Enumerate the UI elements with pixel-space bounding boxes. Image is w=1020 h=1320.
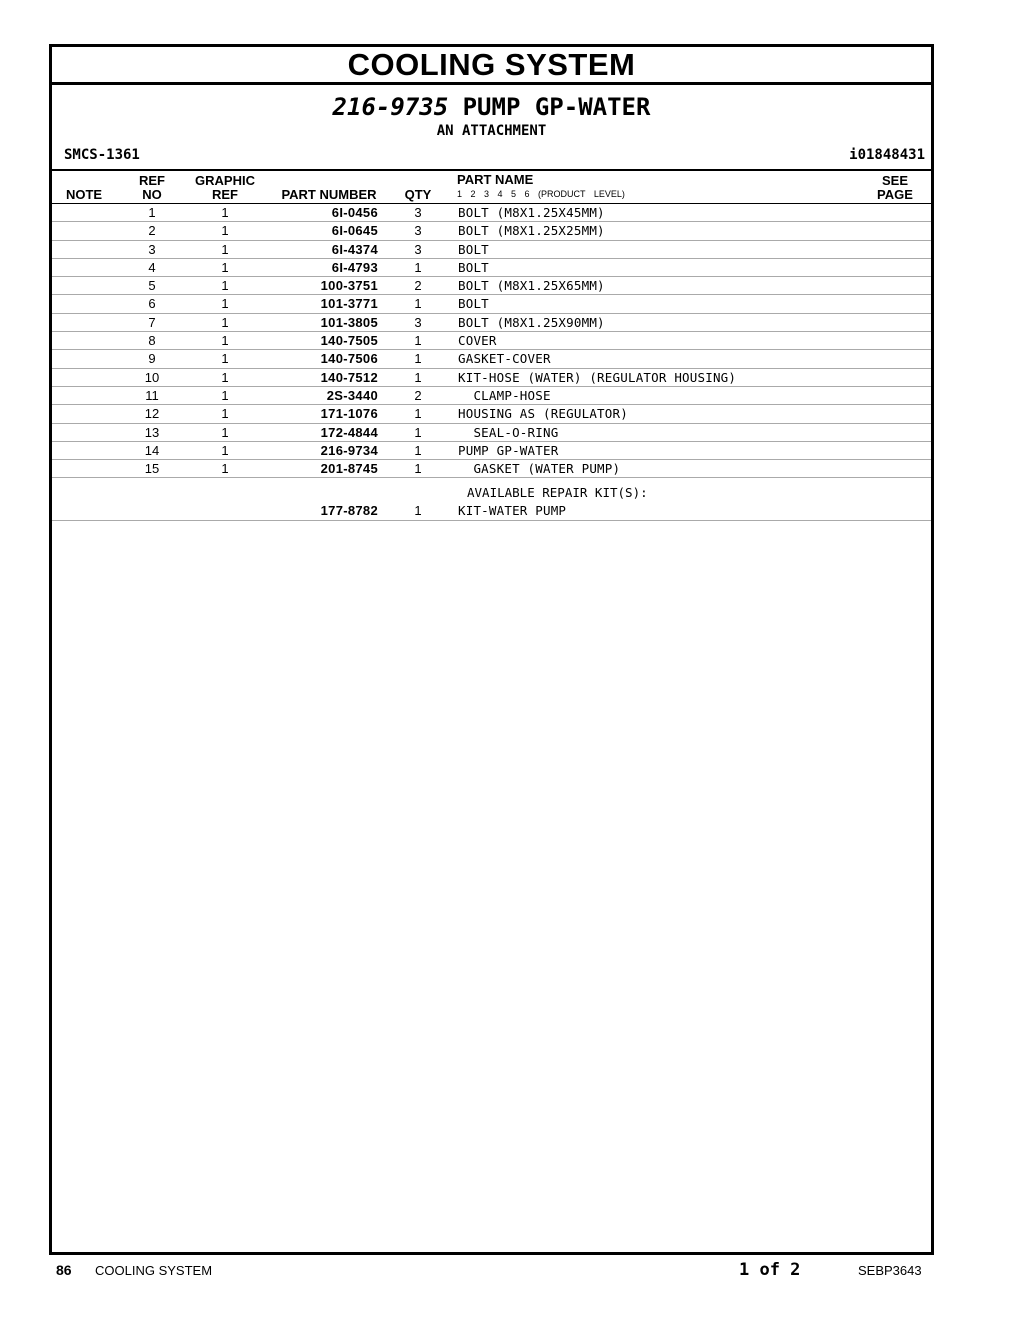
graphic-ref-cell: 1	[221, 351, 229, 367]
col-note: NOTE	[65, 187, 103, 202]
parts-row	[52, 241, 931, 259]
part-number-cell: 6I-0456	[331, 205, 378, 220]
qty-cell: 1	[414, 333, 422, 349]
ref-no-cell: 5	[148, 278, 156, 294]
col-qty: QTY	[404, 187, 432, 202]
part-name-cell: KIT-WATER PUMP	[458, 503, 567, 519]
part-number-cell: 171-1076	[320, 406, 378, 422]
part-number-cell: 201-8745	[320, 461, 378, 477]
part-name-cell: BOLT (M8X1.25X25MM)	[458, 223, 605, 239]
part-number-cell: 6I-4793	[331, 259, 378, 275]
ref-no-cell: 1	[148, 205, 156, 220]
footer-page-number: 86	[56, 1262, 72, 1278]
footer-section: COOLING SYSTEM	[95, 1263, 213, 1278]
illustration-id: i01848431	[849, 147, 925, 163]
parts-row	[52, 424, 931, 442]
graphic-ref-cell: 1	[221, 333, 229, 349]
part-name-cell: BOLT (M8X1.25X45MM)	[458, 205, 605, 220]
qty-cell: 3	[414, 223, 422, 239]
part-name-cell: BOLT	[458, 259, 489, 275]
qty-cell: 2	[414, 387, 422, 403]
col-see-top: SEE	[881, 173, 908, 188]
col-product-levels: 1 2 3 4 5 6 (PRODUCT LEVEL)	[457, 189, 625, 199]
col-part-name: PART NAME	[457, 172, 534, 187]
part-name-cell: COVER	[458, 333, 497, 349]
part-name-cell: GASKET-COVER	[458, 351, 551, 367]
part-number-cell: 177-8782	[320, 503, 378, 519]
part-number-cell: 216-9734	[320, 442, 378, 458]
qty-cell: 1	[414, 424, 422, 440]
graphic-ref-cell: 1	[221, 241, 229, 257]
ref-no-cell: 10	[144, 369, 160, 385]
group-name: PUMP GP-WATER	[462, 93, 651, 121]
parts-row	[52, 204, 931, 222]
graphic-ref-cell: 1	[221, 406, 229, 422]
ref-no-cell: 6	[148, 296, 156, 312]
ref-no-cell: 15	[144, 461, 160, 477]
col-graphic-bottom: REF	[212, 187, 238, 202]
parts-row	[52, 332, 931, 350]
qty-cell: 3	[414, 205, 422, 220]
qty-cell: 1	[414, 442, 422, 458]
ref-no-cell: 4	[148, 259, 156, 275]
parts-row	[52, 460, 931, 478]
qty-cell: 1	[414, 369, 422, 385]
part-number-cell: 101-3805	[320, 314, 378, 330]
graphic-ref-cell: 1	[221, 369, 229, 385]
graphic-ref-cell: 1	[221, 259, 229, 275]
repair-kits-body	[52, 502, 931, 520]
smcs-code: SMCS-1361	[64, 147, 140, 163]
part-name-cell: GASKET (WATER PUMP)	[458, 461, 621, 477]
part-number-cell: 100-3751	[320, 278, 378, 294]
ref-no-cell: 8	[148, 333, 156, 349]
parts-row	[52, 314, 931, 332]
graphic-ref-cell: 1	[221, 461, 229, 477]
col-ref-bottom: NO	[142, 187, 162, 202]
group-part-number: 216-9735	[332, 93, 449, 121]
ref-no-cell: 11	[145, 387, 159, 403]
parts-row	[52, 387, 931, 405]
part-name-cell: KIT-HOSE (WATER) (REGULATOR HOUSING)	[458, 369, 737, 385]
col-part-number: PART NUMBER	[281, 187, 377, 202]
ref-no-cell: 3	[148, 241, 156, 257]
parts-row	[52, 369, 931, 387]
col-see-bottom: PAGE	[877, 187, 913, 202]
qty-cell: 3	[414, 241, 422, 257]
parts-row	[52, 350, 931, 368]
graphic-ref-cell: 1	[221, 424, 229, 440]
parts-row	[52, 405, 931, 423]
part-number-cell: 101-3771	[320, 296, 378, 312]
qty-cell: 1	[414, 259, 422, 275]
part-name-cell: BOLT	[458, 296, 489, 312]
part-name-cell: SEAL-O-RING	[458, 424, 559, 440]
attachment-label: AN ATTACHMENT	[436, 123, 547, 139]
qty-cell: 2	[414, 278, 422, 294]
parts-row	[52, 277, 931, 295]
qty-cell: 1	[414, 503, 422, 519]
ref-no-cell: 13	[144, 424, 160, 440]
ref-no-cell: 2	[148, 223, 156, 239]
page-footer	[0, 1260, 1020, 1284]
repair-kit-row	[52, 502, 931, 520]
group-title	[52, 93, 931, 121]
part-name-cell: PUMP GP-WATER	[458, 442, 559, 458]
parts-row	[52, 222, 931, 240]
footer-page-of: 1 of 2	[739, 1260, 801, 1280]
repair-kits-heading-text: AVAILABLE REPAIR KIT(S):	[467, 485, 648, 501]
graphic-ref-cell: 1	[221, 278, 229, 294]
part-number-cell: 140-7512	[320, 369, 378, 385]
graphic-ref-cell: 1	[221, 296, 229, 312]
footer-document-id: SEBP3643	[858, 1263, 922, 1278]
qty-cell: 1	[414, 296, 422, 312]
part-name-cell: HOUSING AS (REGULATOR)	[458, 406, 628, 422]
part-number-cell: 140-7505	[320, 333, 378, 349]
part-number-cell: 6I-4374	[331, 241, 378, 257]
qty-cell: 1	[414, 351, 422, 367]
part-number-cell: 2S-3440	[326, 387, 378, 403]
ref-no-cell: 14	[144, 442, 160, 458]
ref-no-cell: 9	[148, 351, 156, 367]
part-name-cell: CLAMP-HOSE	[458, 387, 551, 403]
repair-kits-heading	[52, 478, 931, 502]
col-ref-top: REF	[139, 173, 165, 188]
qty-cell: 1	[414, 461, 422, 477]
part-name-cell: BOLT (M8X1.25X65MM)	[458, 278, 605, 294]
part-number-cell: 140-7506	[320, 351, 378, 367]
col-graphic-top: GRAPHIC	[195, 173, 255, 188]
ref-no-cell: 12	[144, 406, 160, 422]
parts-page-frame	[49, 44, 934, 1255]
part-name-cell: BOLT	[458, 241, 489, 257]
part-name-cell: BOLT (M8X1.25X90MM)	[458, 314, 605, 330]
ref-no-cell: 7	[148, 314, 156, 330]
parts-row	[52, 442, 931, 460]
graphic-ref-cell: 1	[221, 442, 229, 458]
parts-row	[52, 295, 931, 313]
section-title: COOLING SYSTEM	[52, 47, 931, 85]
parts-table-body	[52, 204, 931, 478]
group-header	[52, 85, 931, 171]
qty-cell: 1	[414, 406, 422, 422]
parts-row	[52, 259, 931, 277]
graphic-ref-cell: 1	[221, 387, 229, 403]
part-number-cell: 6I-0645	[331, 223, 378, 239]
graphic-ref-cell: 1	[221, 223, 229, 239]
graphic-ref-cell: 1	[221, 314, 229, 330]
column-headers	[52, 171, 931, 204]
part-number-cell: 172-4844	[320, 424, 378, 440]
qty-cell: 3	[414, 314, 422, 330]
graphic-ref-cell: 1	[221, 205, 229, 220]
